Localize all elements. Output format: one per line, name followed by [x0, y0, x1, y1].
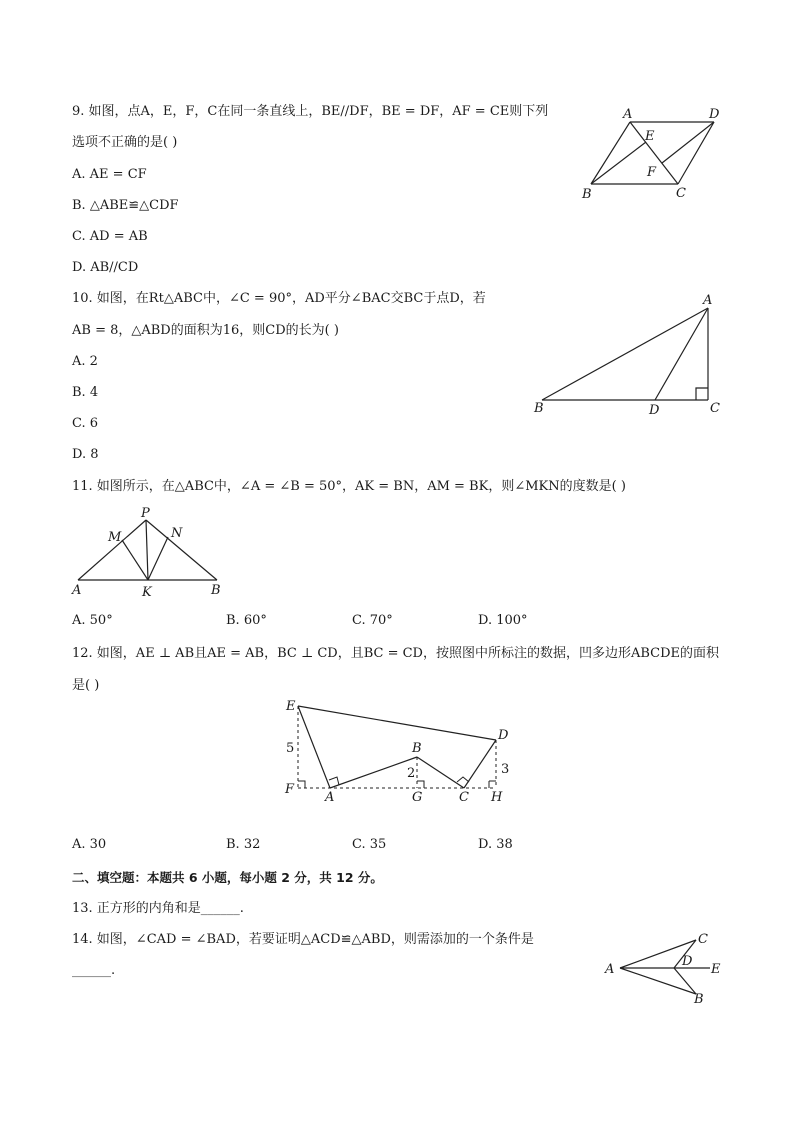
- q11-label-a: A: [72, 583, 82, 598]
- q9-label-f: F: [647, 165, 657, 180]
- q12-label-3: 3: [501, 762, 510, 777]
- q12-polygon-figure: [280, 694, 520, 808]
- q11-label-p: P: [141, 506, 150, 521]
- q9-option-a[interactable]: A. AE = CF: [72, 167, 147, 182]
- q10-option-b[interactable]: B. 4: [72, 385, 99, 400]
- q14-label-b: B: [694, 992, 704, 1007]
- q14-stem-line1: 14. 如图，∠CAD = ∠BAD，若要证明△ACD≌△ABD，则需添加的一个条件是: [72, 932, 534, 947]
- q10-stem-line2: AB = 8，△ABD的面积为16，则CD的长为( ): [72, 323, 339, 338]
- q12-label-a: A: [325, 790, 335, 805]
- q14-stem-line2: ______.: [72, 963, 116, 978]
- q9-label-b: B: [582, 187, 592, 202]
- q11-option-a[interactable]: A. 50°: [72, 613, 113, 628]
- q13-stem: 13. 正方形的内角和是______.: [72, 901, 244, 916]
- q12-option-d[interactable]: D. 38: [478, 837, 513, 852]
- q10-stem-line1: 10. 如图，在Rt△ABC中，∠C = 90°，AD平分∠BAC交BC于点D，若: [72, 291, 486, 306]
- q10-right-triangle-figure: [528, 290, 728, 420]
- q10-option-a[interactable]: A. 2: [72, 354, 98, 369]
- q9-option-b[interactable]: B. △ABE≌△CDF: [72, 198, 179, 213]
- q12-label-5: 5: [286, 741, 295, 756]
- q11-option-b[interactable]: B. 60°: [226, 613, 267, 628]
- q9-stem-line1: 9. 如图，点A，E，F，C在同一条直线上，BE//DF，BE = DF，AF = CE则下列: [72, 104, 549, 119]
- q14-label-c: C: [698, 932, 708, 947]
- q11-option-d[interactable]: D. 100°: [478, 613, 528, 628]
- q10-label-b: B: [534, 401, 544, 416]
- q9-stem-line2: 选项不正确的是( ): [72, 135, 178, 150]
- q9-option-d[interactable]: D. AB//CD: [72, 260, 139, 275]
- section-2-heading: 二、填空题：本题共 6 小题，每小题 2 分，共 12 分。: [72, 870, 383, 885]
- q9-parallelogram-figure: [575, 102, 735, 202]
- q12-label-f: F: [285, 782, 295, 797]
- q12-label-b: B: [412, 741, 422, 756]
- q12-label-g: G: [412, 790, 423, 805]
- q11-option-c[interactable]: C. 70°: [352, 613, 393, 628]
- q9-option-c[interactable]: C. AD = AB: [72, 229, 148, 244]
- q14-angle-figure: [600, 928, 730, 1008]
- q11-label-n: N: [171, 526, 183, 541]
- q11-stem: 11. 如图所示，在△ABC中，∠A = ∠B = 50°，AK = BN，AM = BK，则∠MKN的度数是( ): [72, 479, 626, 494]
- q10-option-c[interactable]: C. 6: [72, 416, 99, 431]
- q12-label-e: E: [286, 699, 296, 714]
- q14-label-e: E: [711, 962, 721, 977]
- q11-label-b: B: [211, 583, 221, 598]
- q12-option-a[interactable]: A. 30: [72, 837, 107, 852]
- q10-label-d: D: [649, 403, 660, 418]
- q10-label-c: C: [710, 401, 720, 416]
- q9-label-e: E: [645, 129, 655, 144]
- q10-label-a: A: [703, 293, 713, 308]
- q11-label-m: M: [108, 530, 122, 545]
- q12-option-c[interactable]: C. 35: [352, 837, 387, 852]
- q14-label-d: D: [682, 954, 693, 969]
- q12-stem-line1: 12. 如图，AE ⊥ AB且AE = AB，BC ⊥ CD，且BC = CD，按照图中所标注的数据，凹多边形ABCDE的面积: [72, 646, 720, 661]
- q12-stem-line2: 是( ): [72, 678, 100, 693]
- q12-label-h: H: [491, 790, 503, 805]
- q11-label-k: K: [142, 585, 152, 600]
- q12-label-2: 2: [407, 766, 416, 781]
- q12-option-b[interactable]: B. 32: [226, 837, 261, 852]
- q9-label-a: A: [623, 107, 633, 122]
- q12-label-c: C: [459, 790, 469, 805]
- q10-option-d[interactable]: D. 8: [72, 447, 99, 462]
- q9-label-d: D: [709, 107, 720, 122]
- q9-label-c: C: [676, 186, 686, 201]
- q12-label-d: D: [498, 728, 509, 743]
- q14-label-a: A: [605, 962, 615, 977]
- q11-triangle-figure: [68, 502, 238, 602]
